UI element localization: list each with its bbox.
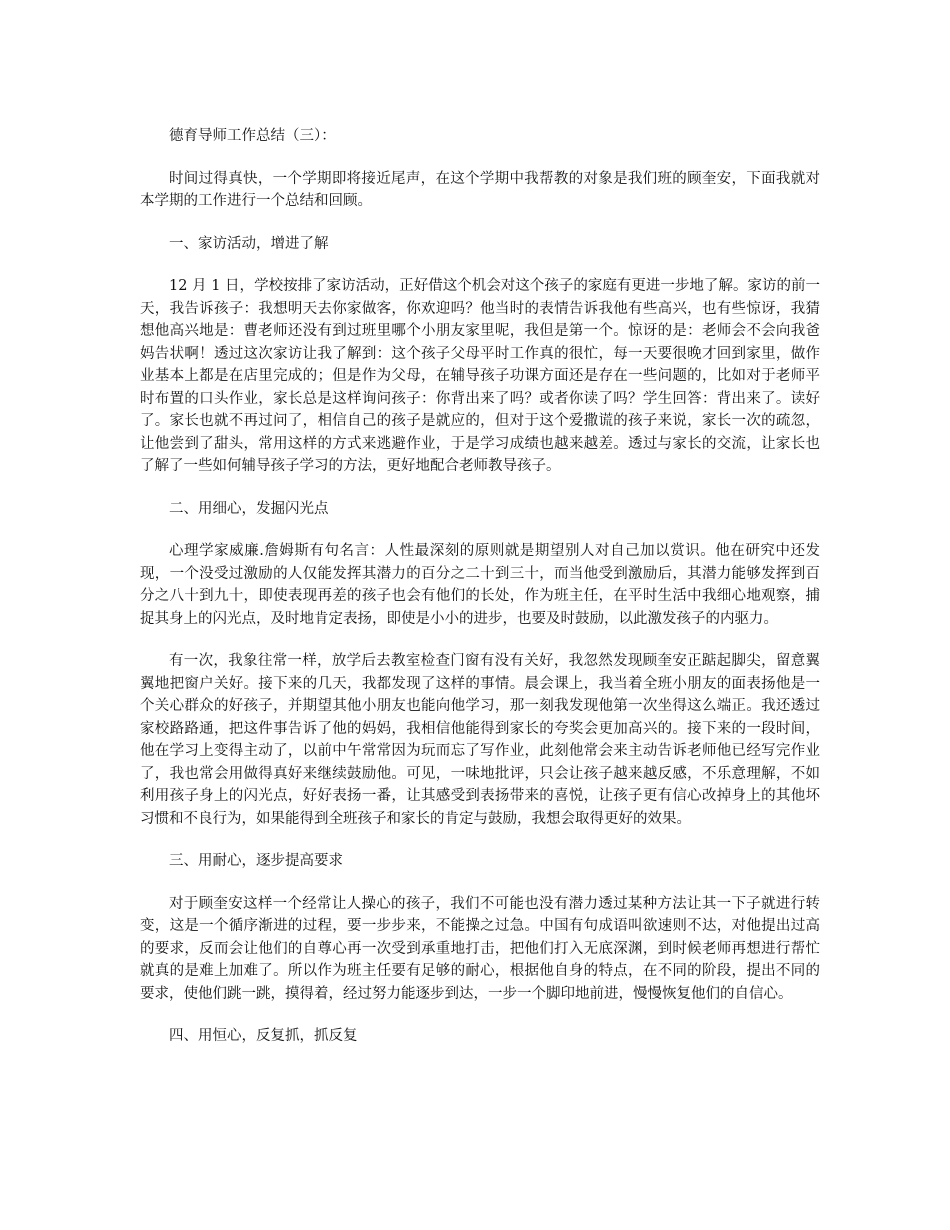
section-heading-home-visit: 一、家访活动，增进了解 bbox=[169, 235, 329, 252]
home-visit-paragraph: 12 月 1 日，学校按排了家访活动，正好借这个机会对这个孩子的家庭有更进一步地了解。家访的前一天，我告诉孩子：我想明天去你家做客，你欢迎吗？他当时的表情告诉我他有些高兴，也有些惊讶，我猜想他高兴地是：曹老师还没有到过班里哪个小朋友家里呢，我但是第一个。惊讶的是：老师会不会向我爸妈告状啊！透过这次家访让我了解到：这个孩子父母平时工作真的很忙，每一天要很晚才回到家里，做作业基本上都是在店里完成的；但是作为父母，在辅导孩子功课方面还是存在一些问题的，比如对于老师平时布置的口头作业，家长总是这样询问孩子：你背出来了吗？或者你读了吗？学生回答：背出来了。读好了。家长也就不再过问了，相信自己的孩子是就应的，但对于这个爱撒谎的孩子来说，家长一次的疏忽，让他尝到了甜头，常用这样的方式来逃避作业，于是学习成绩也越来越差。透过与家长的交流，让家长也了解了一些如何辅导孩子学习的方法，更好地配合老师教导孩子。 bbox=[140, 278, 820, 474]
attentiveness-paragraph-2: 有一次，我象往常一样，放学后去教室检查门窗有没有关好，我忽然发现顾奎安正踮起脚尖，留意翼翼地把窗户关好。接下来的几天，我都发现了这样的事情。晨会课上，我当着全班小朋友的面表扬他是一个关心群众的好孩子，并期望其他小朋友也能向他学习，那一刻我发现他第一次坐得这么端正。我还透过家校路路通，把这件事告诉了他的妈妈，我相信他能得到家长的夸奖会更加高兴的。接下来的一段时间，他在学习上变得主动了，以前中午常常因为玩而忘了写作业，此刻他常会来主动告诉老师他已经写完作业了，我也常会用做得真好来继续鼓励他。可见，一味地批评，只会让孩子越来越反感，不乐意理解，不如利用孩子身上的闪光点，好好表扬一番，让其感受到表扬带来的喜悦，让孩子更有信心改掉身上的其他坏习惯和不良行为，如果能得到全班孩子和家长的肯定与鼓励，我想会取得更好的效果。 bbox=[140, 653, 820, 827]
attentiveness-paragraph-1: 心理学家威廉.詹姆斯有句名言：人性最深刻的原则就是期望别人对自己加以赏识。他在研究中还发现，一个没受过激励的人仅能发挥其潜力的百分之二十到三十，而当他受到激励后，其潜力能够发挥到百分之八十到九十，即使表现再差的孩子也会有他们的长处，作为班主任，在平时生活中我细心地观察，捕捉其身上的闪光点，及时地肯定表扬，即使是小小的进步，也要及时鼓励，以此激发孩子的内驱力。 bbox=[140, 543, 820, 627]
section-heading-patience: 三、用耐心，逐步提高要求 bbox=[169, 853, 343, 869]
document-title: 德育导师工作总结（三）： bbox=[169, 128, 336, 144]
intro-paragraph: 时间过得真快，一个学期即将接近尾声，在这个学期中我帮教的对象是我们班的顾奎安，下面我就对本学期的工作进行一个总结和回顾。 bbox=[140, 170, 820, 209]
section-heading-perseverance: 四、用恒心，反复抓，抓反复 bbox=[169, 1028, 358, 1044]
patience-paragraph: 对于顾奎安这样一个经常让人操心的孩子，我们不可能也没有潜力透过某种方法让其一下子就进行转变，这是一个循序渐进的过程，要一步步来，不能操之过急。中国有句成语叫欲速则不达，对他提出过高的要求，反而会让他们的自尊心再一次受到承重地打击，把他们打入无底深渊，到时候老师再想进行帮忙就真的是难上加难了。所以作为班主任要有足够的耐心，根据他自身的特点，在不同的阶段，提出不同的要求，使他们跳一跳，摸得着，经过努力能逐步到达，一步一个脚印地前进，慢慢恢复他们的自信心。 bbox=[140, 895, 820, 1002]
section-heading-attentiveness: 二、用细心，发掘闪光点 bbox=[169, 500, 329, 517]
document-body bbox=[140, 125, 820, 1068]
